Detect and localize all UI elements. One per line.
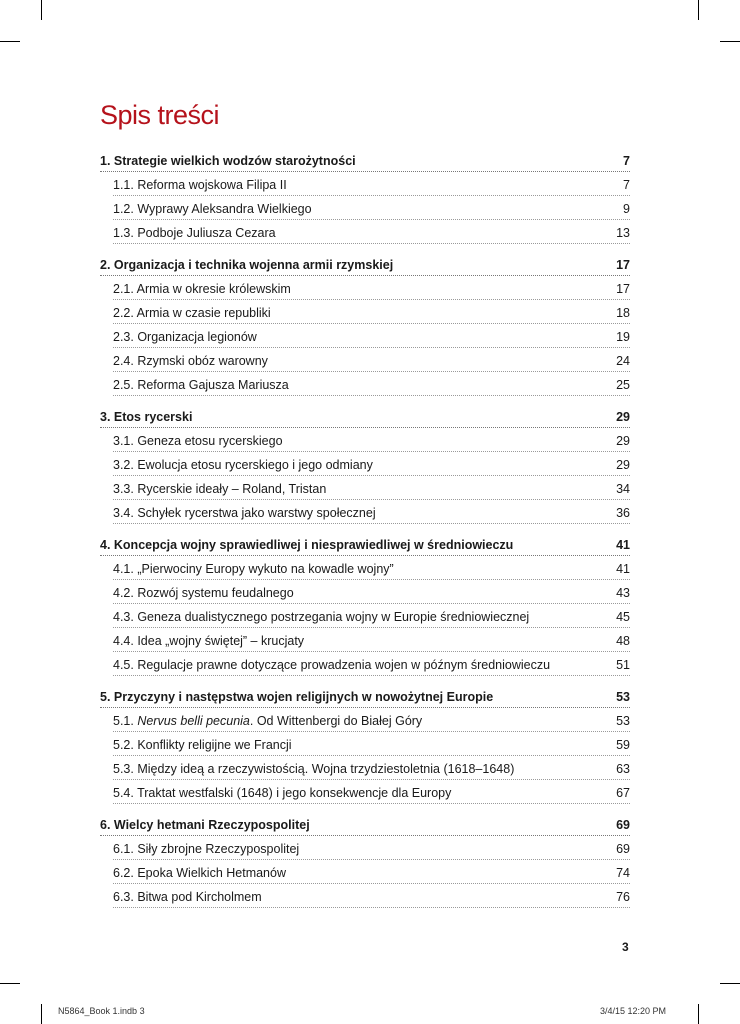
toc-section-title: 6.2. Epoka Wielkich Hetmanów bbox=[113, 866, 286, 880]
toc-section-row[interactable] bbox=[113, 500, 630, 524]
toc-page-number: 19 bbox=[616, 330, 630, 344]
toc-section-title: 3.3. Rycerskie ideały – Roland, Tristan bbox=[113, 482, 327, 496]
toc-page-number: 36 bbox=[616, 506, 630, 520]
toc-chapter-row[interactable] bbox=[100, 532, 630, 556]
toc-section-rest: . Od Wittenbergi do Białej Góry bbox=[249, 714, 423, 728]
toc-section-row[interactable] bbox=[113, 196, 630, 220]
toc-section-row[interactable] bbox=[113, 476, 630, 500]
toc-section-row[interactable] bbox=[113, 428, 630, 452]
toc-page-number: 25 bbox=[616, 378, 630, 392]
crop-mark bbox=[698, 1004, 699, 1024]
page-title: Spis treści bbox=[100, 100, 220, 130]
toc-section-row[interactable] bbox=[113, 324, 630, 348]
toc-page-number: 59 bbox=[616, 738, 630, 752]
print-slug-file: N5864_Book 1.indb 3 bbox=[58, 1006, 145, 1016]
toc-section-title: 4.5. Regulacje prawne dotyczące prowadzenia wojen w późnym średniowieczu bbox=[113, 658, 551, 672]
toc-page-number: 9 bbox=[623, 202, 630, 216]
toc-page-number: 69 bbox=[616, 842, 630, 856]
crop-mark bbox=[698, 0, 699, 20]
toc-page-number: 17 bbox=[616, 282, 630, 296]
toc-section-row[interactable] bbox=[113, 780, 630, 804]
toc-page-number: 34 bbox=[616, 482, 630, 496]
toc-section-row[interactable] bbox=[113, 556, 630, 580]
toc-section-row[interactable] bbox=[113, 452, 630, 476]
toc-section-row[interactable] bbox=[113, 628, 630, 652]
toc-page-number: 29 bbox=[616, 458, 630, 472]
toc-section-title: 2.4. Rzymski obóz warowny bbox=[113, 354, 268, 368]
crop-mark bbox=[720, 41, 740, 42]
toc-section-row[interactable] bbox=[113, 300, 630, 324]
toc-page-number: 7 bbox=[623, 154, 630, 168]
toc-section-title: 5.4. Traktat westfalski (1648) i jego konsekwencje dla Europy bbox=[113, 786, 452, 800]
toc-chapter-title: 6. Wielcy hetmani Rzeczypospolitej bbox=[100, 818, 310, 832]
toc-page-number: 17 bbox=[616, 258, 630, 272]
toc-page-number: 69 bbox=[616, 818, 630, 832]
toc-section-row[interactable] bbox=[113, 276, 630, 300]
toc-page-number: 24 bbox=[616, 354, 630, 368]
toc-section-row[interactable] bbox=[113, 372, 630, 396]
toc-page-number: 45 bbox=[616, 610, 630, 624]
toc-section-title: 2.2. Armia w czasie republiki bbox=[113, 306, 271, 320]
toc-section-title: 1.2. Wyprawy Aleksandra Wielkiego bbox=[113, 202, 312, 216]
toc-section-title: 4.1. „Pierwociny Europy wykuto na kowadle wojny” bbox=[113, 562, 394, 576]
toc-section-row[interactable] bbox=[113, 580, 630, 604]
toc-chapter-title: 4. Koncepcja wojny sprawiedliwej i niesprawiedliwej w średniowieczu bbox=[100, 538, 514, 552]
crop-mark bbox=[0, 983, 20, 984]
toc-chapter-row[interactable] bbox=[100, 404, 630, 428]
toc-section-title: 4.3. Geneza dualistycznego postrzegania wojny w Europie średniowiecznej bbox=[113, 610, 530, 624]
toc-section-title: 5.3. Między ideą a rzeczywistością. Wojna trzydziestoletnia (1618–1648) bbox=[113, 762, 515, 776]
toc-section-title: 1.1. Reforma wojskowa Filipa II bbox=[113, 178, 287, 192]
toc-page-number: 51 bbox=[616, 658, 630, 672]
toc-page-number: 43 bbox=[616, 586, 630, 600]
toc-chapter-row[interactable] bbox=[100, 812, 630, 836]
toc-chapter-title: 3. Etos rycerski bbox=[100, 410, 193, 424]
toc-page-number: 53 bbox=[616, 690, 630, 704]
toc-section-row[interactable] bbox=[113, 348, 630, 372]
toc-page-number: 53 bbox=[616, 714, 630, 728]
toc-section-title: 1.3. Podboje Juliusza Cezara bbox=[113, 226, 276, 240]
toc-section-title bbox=[113, 714, 422, 728]
toc-page-number: 29 bbox=[616, 410, 630, 424]
toc-section-title: 6.3. Bitwa pod Kircholmem bbox=[113, 890, 262, 904]
toc-chapter-row[interactable] bbox=[100, 148, 630, 172]
toc-section-title: 3.2. Ewolucja etosu rycerskiego i jego odmiany bbox=[113, 458, 373, 472]
table-of-contents bbox=[100, 148, 630, 908]
toc-page-number: 18 bbox=[616, 306, 630, 320]
toc-section-row[interactable] bbox=[113, 836, 630, 860]
toc-page-number: 48 bbox=[616, 634, 630, 648]
toc-section-title: 5.2. Konflikty religijne we Francji bbox=[113, 738, 292, 752]
page-number: 3 bbox=[622, 940, 629, 954]
toc-section-title: 2.3. Organizacja legionów bbox=[113, 330, 257, 344]
toc-section-row[interactable] bbox=[113, 860, 630, 884]
toc-page-number: 76 bbox=[616, 890, 630, 904]
toc-section-title: 2.5. Reforma Gajusza Mariusza bbox=[113, 378, 289, 392]
toc-section-row[interactable] bbox=[113, 708, 630, 732]
toc-chapter-row[interactable] bbox=[100, 684, 630, 708]
crop-mark bbox=[41, 0, 42, 20]
toc-page-number: 29 bbox=[616, 434, 630, 448]
toc-section-title: 3.4. Schyłek rycerstwa jako warstwy społecznej bbox=[113, 506, 376, 520]
crop-mark bbox=[0, 41, 20, 42]
toc-section-row[interactable] bbox=[113, 756, 630, 780]
crop-mark bbox=[720, 983, 740, 984]
toc-section-title: 4.2. Rozwój systemu feudalnego bbox=[113, 586, 294, 600]
toc-section-prefix: 5.1. bbox=[113, 714, 138, 728]
print-slug-date: 3/4/15 12:20 PM bbox=[600, 1006, 667, 1016]
toc-chapter-title: 2. Organizacja i technika wojenna armii rzymskiej bbox=[100, 258, 394, 272]
toc-page-number: 13 bbox=[616, 226, 630, 240]
toc-section-row[interactable] bbox=[113, 732, 630, 756]
toc-chapter-title: 5. Przyczyny i następstwa wojen religijnych w nowożytnej Europie bbox=[100, 690, 494, 704]
toc-section-row[interactable] bbox=[113, 652, 630, 676]
toc-section-title: 4.4. Idea „wojny świętej” – krucjaty bbox=[113, 634, 305, 648]
toc-chapter-title: 1. Strategie wielkich wodzów starożytności bbox=[100, 154, 356, 168]
toc-page-number: 63 bbox=[616, 762, 630, 776]
toc-section-row[interactable] bbox=[113, 220, 630, 244]
toc-section-italic: Nervus belli pecunia bbox=[137, 714, 250, 728]
toc-section-title: 6.1. Siły zbrojne Rzeczypospolitej bbox=[113, 842, 300, 856]
toc-page-number: 41 bbox=[616, 562, 630, 576]
toc-section-title: 2.1. Armia w okresie królewskim bbox=[113, 282, 291, 296]
toc-section-row[interactable] bbox=[113, 884, 630, 908]
toc-page-number: 7 bbox=[623, 178, 630, 192]
toc-chapter-row[interactable] bbox=[100, 252, 630, 276]
toc-page-number: 41 bbox=[616, 538, 630, 552]
toc-section-title: 3.1. Geneza etosu rycerskiego bbox=[113, 434, 283, 448]
crop-mark bbox=[41, 1004, 42, 1024]
toc-page-number: 67 bbox=[616, 786, 630, 800]
toc-page-number: 74 bbox=[616, 866, 630, 880]
toc-section-row[interactable] bbox=[113, 172, 630, 196]
toc-section-row[interactable] bbox=[113, 604, 630, 628]
